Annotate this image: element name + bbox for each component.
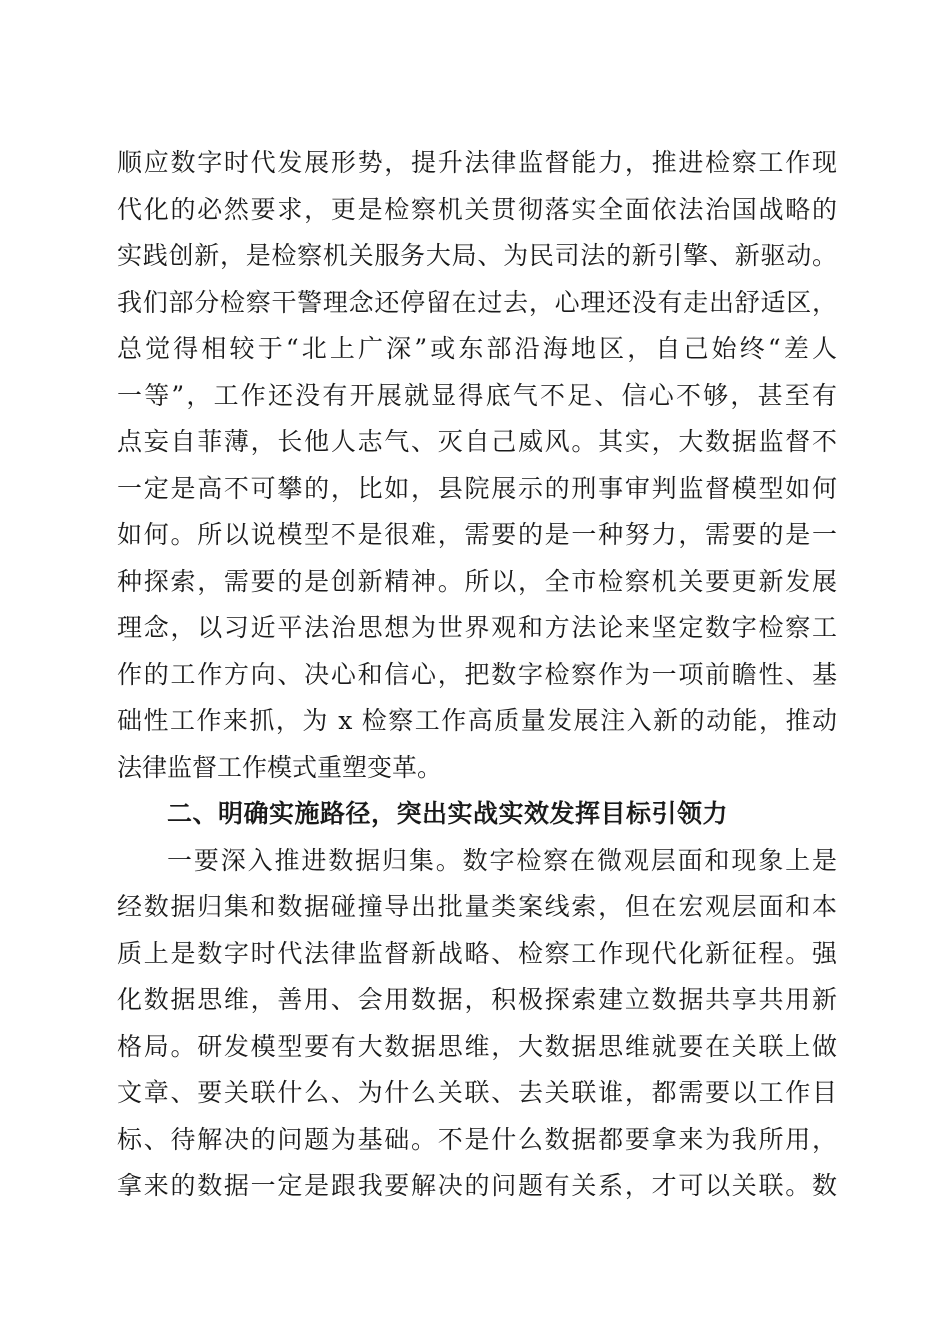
- paragraph-line: 理念，以习近平法治思想为世界观和方法论来坚定数字检察工: [117, 613, 837, 642]
- paragraph-line: 经数据归集和数据碰撞导出批量类案线索，但在宏观层面和本: [117, 892, 837, 921]
- paragraph-2: [117, 838, 837, 1210]
- paragraph-1: [117, 140, 837, 791]
- paragraph-line: 代化的必然要求，更是检察机关贯彻落实全面依法治国战略的: [117, 194, 837, 224]
- paragraph-line: 一要深入推进数据归集。数字检察在微观层面和现象上是: [167, 845, 837, 875]
- paragraph-line: 文章、要关联什么、为什么关联、去关联谁，都需要以工作目: [117, 1078, 837, 1107]
- paragraph-line: 一定是高不可攀的，比如，县院展示的刑事审判监督模型如何: [117, 473, 837, 503]
- paragraph-line: 实践创新，是检察机关服务大局、为民司法的新引擎、新驱动。: [117, 241, 837, 270]
- paragraph-line: 总觉得相较于“北上广深”或东部沿海地区，自己始终“差人: [117, 334, 837, 363]
- paragraph-line: 质上是数字时代法律监督新战略、检察工作现代化新征程。强: [117, 938, 837, 968]
- paragraph-line: 拿来的数据一定是跟我要解决的问题有关系，才可以关联。数: [117, 1171, 837, 1200]
- paragraph-line: 格局。研发模型要有大数据思维，大数据思维就要在关联上做: [117, 1031, 837, 1061]
- paragraph-line: 作的工作方向、决心和信心，把数字检察作为一项前瞻性、基: [117, 659, 837, 689]
- document-body: [117, 140, 837, 1210]
- paragraph-line: 标、待解决的问题为基础。不是什么数据都要拿来为我所用，: [117, 1124, 837, 1154]
- paragraph-line: 法律监督工作模式重塑变革。: [117, 752, 443, 782]
- paragraph-line: 化数据思维，善用、会用数据，积极探索建立数据共享共用新: [117, 985, 837, 1014]
- paragraph-line: 如何。所以说模型不是很难，需要的是一种努力，需要的是一: [117, 520, 837, 549]
- paragraph-line: 础性工作来抓，为 x 检察工作高质量发展注入新的动能，推动: [117, 706, 837, 735]
- section-heading: 二、明确实施路径，突出实战实效发挥目标引领力: [167, 799, 729, 828]
- paragraph-line: 种探索，需要的是创新精神。所以，全市检察机关要更新发展: [117, 566, 837, 596]
- paragraph-line: 点妄自菲薄，长他人志气、灭自己威风。其实，大数据监督不: [117, 427, 837, 456]
- paragraph-line: 顺应数字时代发展形势，提升法律监督能力，推进检察工作现: [117, 148, 837, 177]
- paragraph-line: 一等”，工作还没有开展就显得底气不足、信心不够，甚至有: [117, 380, 837, 410]
- paragraph-line: 我们部分检察干警理念还停留在过去，心理还没有走出舒适区，: [117, 287, 837, 317]
